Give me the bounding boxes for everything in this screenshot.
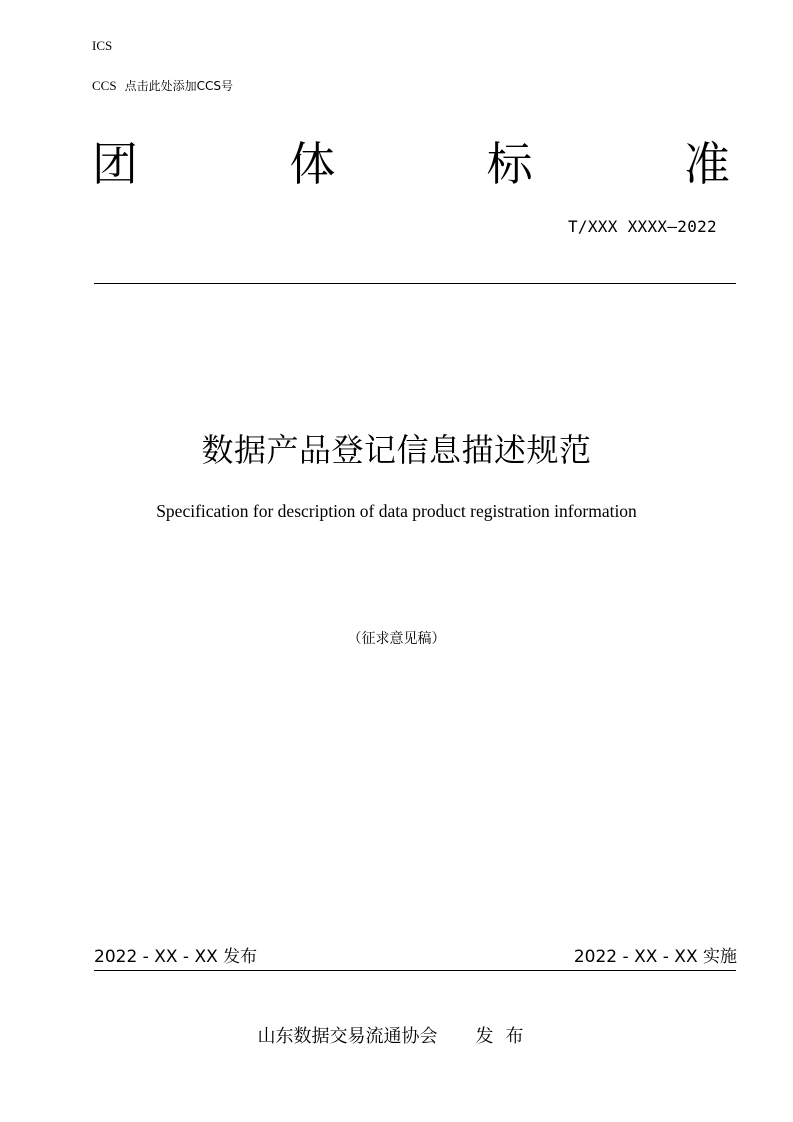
title-chinese: 数据产品登记信息描述规范 [201, 431, 592, 469]
publish-label: 发布 [475, 1026, 536, 1047]
draft-label: （征求意见稿） [347, 632, 446, 647]
ccs-label: CCS [92, 78, 117, 93]
bottom-divider [94, 970, 736, 971]
ccs-line [92, 78, 233, 95]
publisher-organization: 山东数据交易流通协会 [257, 1026, 438, 1047]
standard-type-char: 准 [683, 137, 730, 191]
standard-type-heading [92, 136, 730, 192]
top-divider [94, 283, 736, 284]
ccs-placeholder-field[interactable]: 点击此处添加CCS号 [124, 79, 233, 93]
standard-type-char: 团 [92, 137, 138, 191]
standard-type-char: 体 [289, 137, 336, 191]
issue-date: 2022 - XX - XX 发布 [94, 947, 258, 967]
effective-date: 2022 - XX - XX 实施 [573, 947, 737, 967]
standard-code: T/XXX XXXX—2022 [568, 217, 717, 236]
title-english: Specification for description of data product registration information [156, 501, 637, 521]
standard-type-char: 标 [486, 137, 533, 191]
ics-label: ICS [92, 38, 113, 53]
publisher-line [0, 1025, 793, 1049]
